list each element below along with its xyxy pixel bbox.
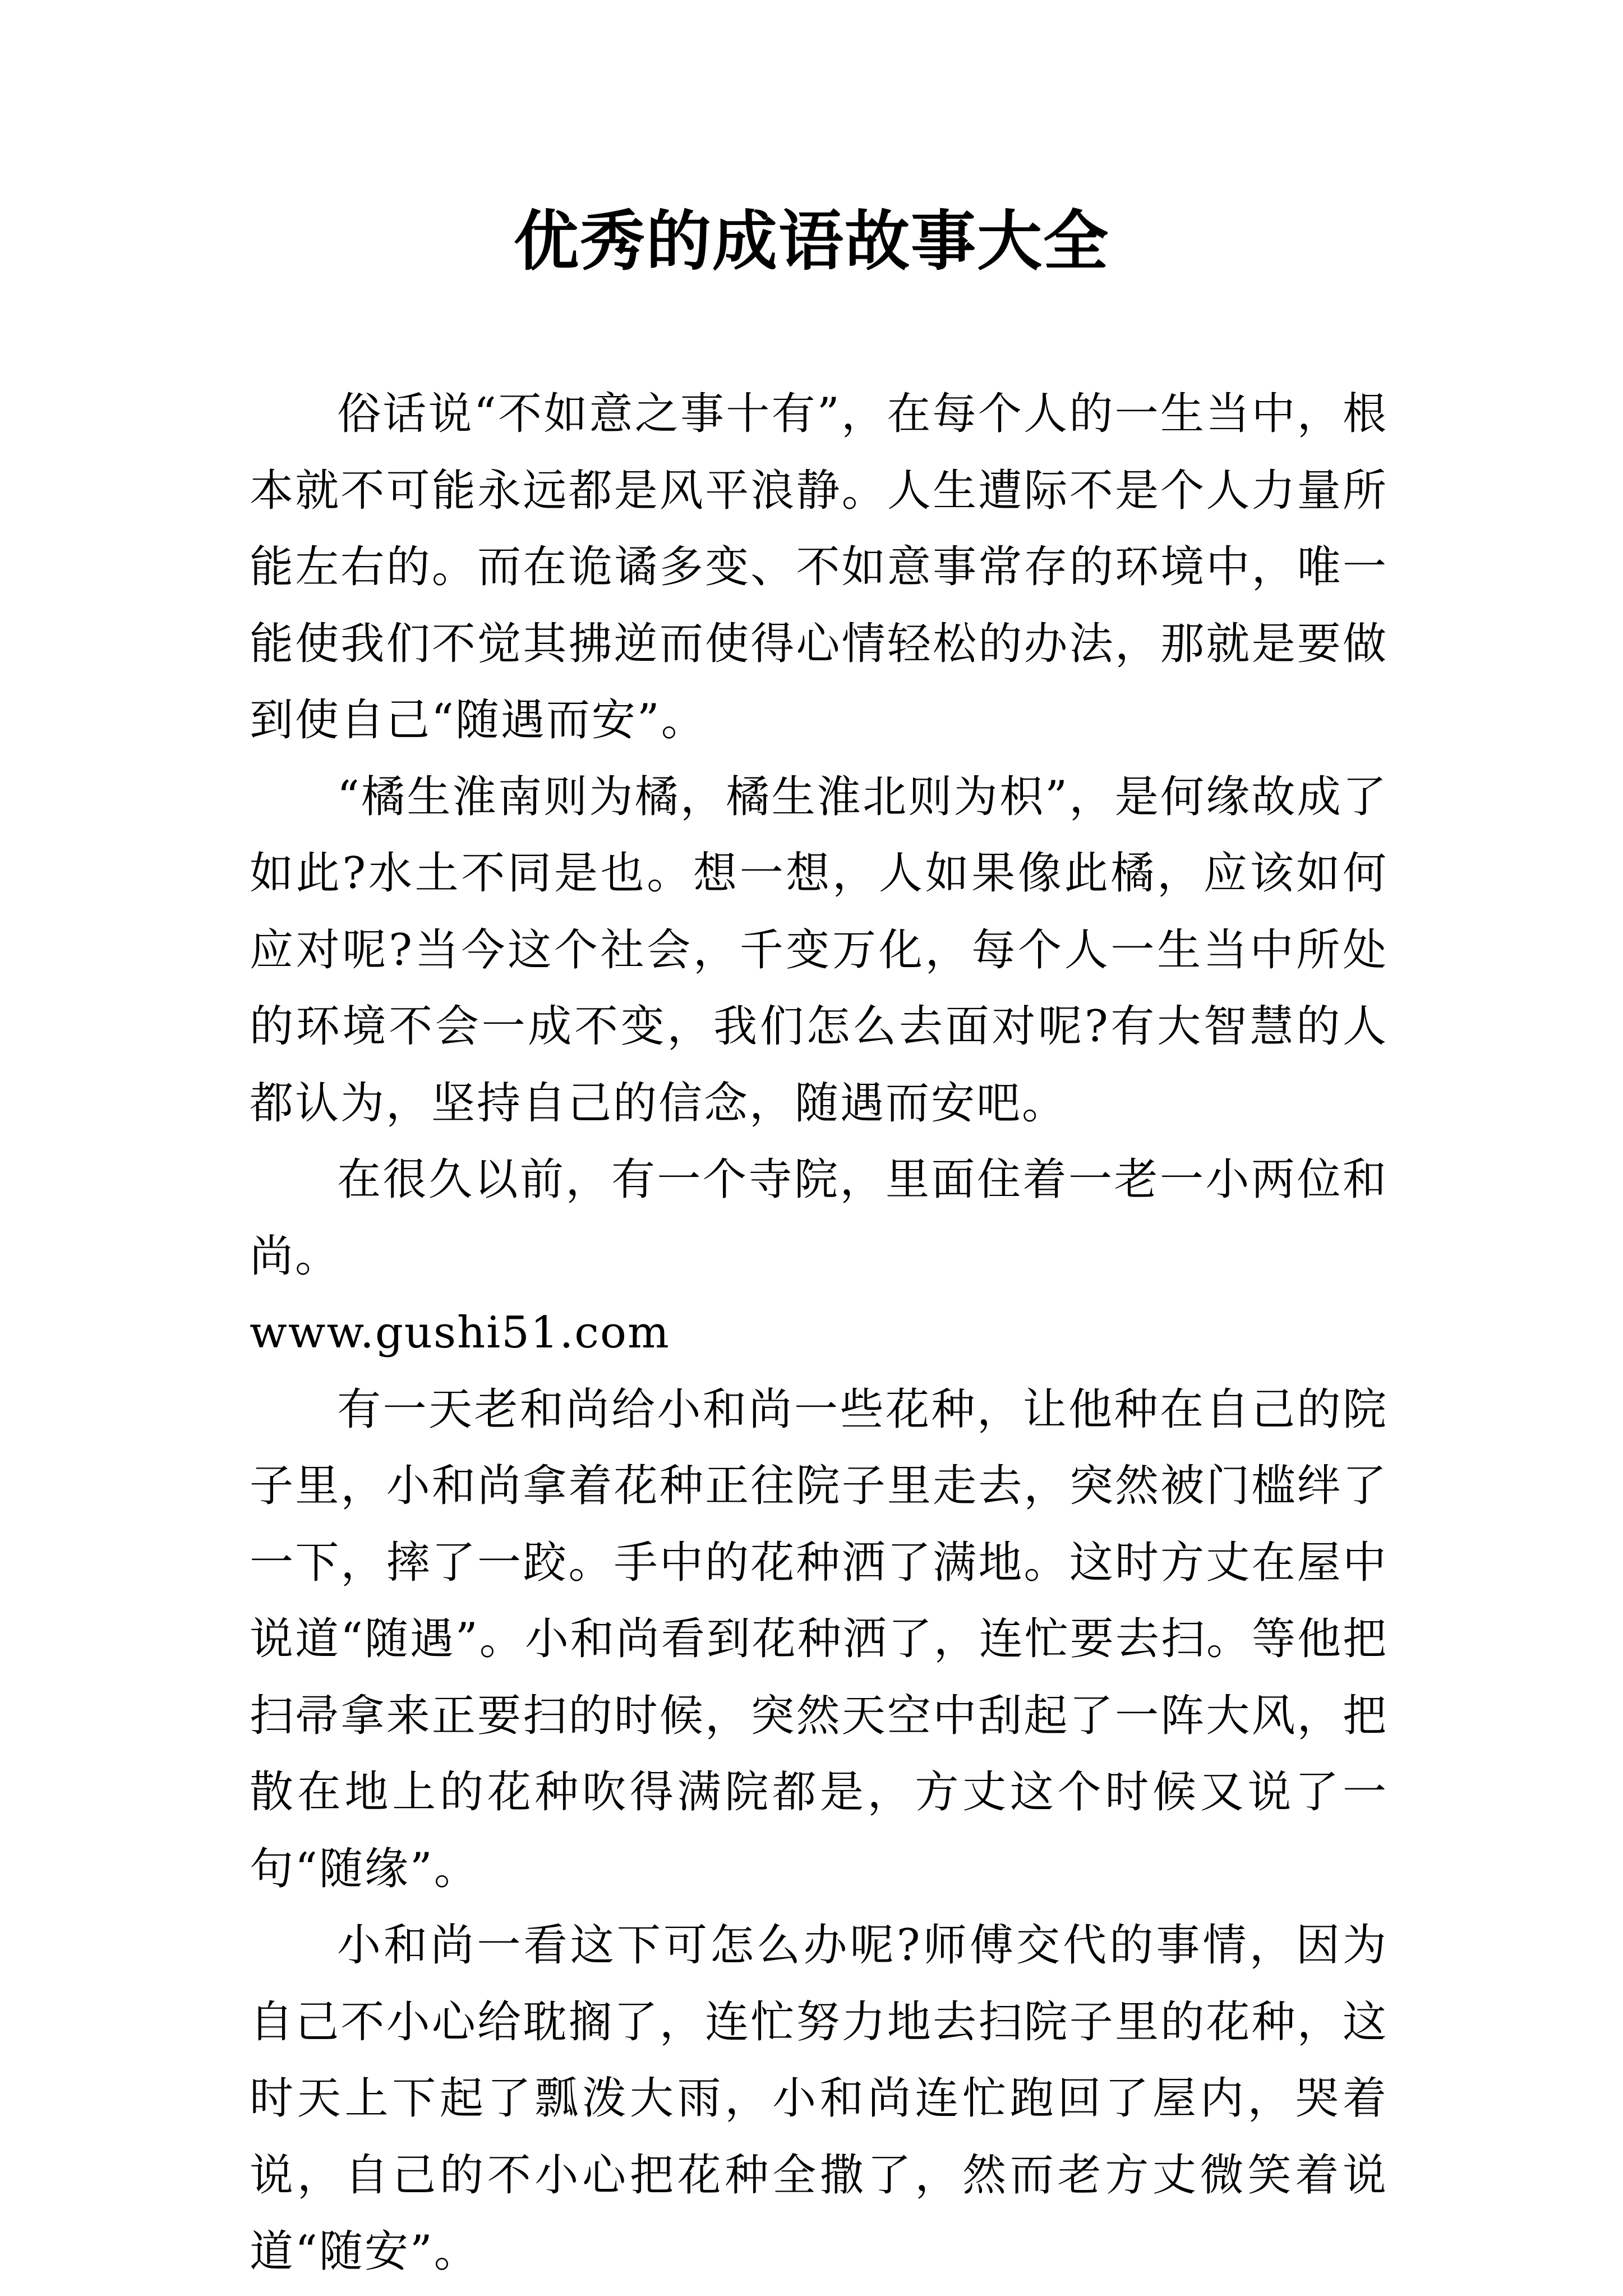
document-body <box>250 376 1388 2290</box>
paragraph-2: “橘生淮南则为橘，橘生淮北则为枳”，是何缘故成了如此?水土不同是也。想一想，人如果像此橘，应该如何应对呢?当今这个社会，千变万化，每个人一生当中所处的环境不会一成不变，我们怎么去面对呢?有大智慧的人都认为，坚持自己的信念，随遇而安吧。 <box>250 771 1388 1129</box>
paragraph-1: 俗话说“不如意之事十有”，在每个人的一生当中，根本就不可能永远都是风平浪静。人生遭际不是个人力量所能左右的。而在诡谲多变、不如意事常存的环境中，唯一能使我们不觉其拂逆而使得心情轻松的办法，那就是要做到使自己“随遇而安”。 <box>250 389 1388 746</box>
document-title: 优秀的成语故事大全 <box>514 203 1109 279</box>
paragraph-4: 有一天老和尚给小和尚一些花种，让他种在自己的院子里，小和尚拿着花种正往院子里走去，突然被门槛绊了一下，摔了一跤。手中的花种洒了满地。这时方丈在屋中说道“随遇”。小和尚看到花种洒了，连忙要去扫。等他把扫帚拿来正要扫的时候，突然天空中刮起了一阵大风，把散在地上的花种吹得满院都是，方丈这个时候又说了一句“随缘”。 <box>250 1384 1388 1894</box>
paragraph-5: 小和尚一看这下可怎么办呢?师傅交代的事情，因为自己不小心给耽搁了，连忙努力地去扫院子里的花种，这时天上下起了瓢泼大雨，小和尚连忙跑回了屋内，哭着说，自己的不小心把花种全撒了，然而老方丈微笑着说道“随安”。 <box>250 1920 1388 2277</box>
source-url: www.gushi51.com <box>250 1308 670 1358</box>
paragraph-3: 在很久以前，有一个寺院，里面住着一老一小两位和尚。 <box>250 1154 1388 1282</box>
